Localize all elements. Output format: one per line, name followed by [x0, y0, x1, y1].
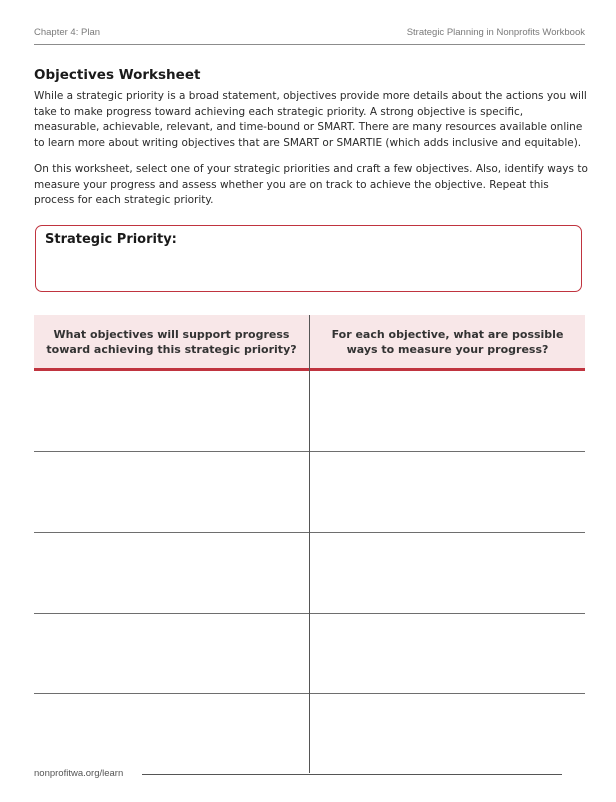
objectives-column-header: What objectives will support progress toward achieving this strategic priority? — [46, 327, 297, 356]
strategic-priority-field[interactable] — [35, 225, 582, 292]
measure-cell[interactable] — [310, 614, 584, 692]
objective-cell[interactable] — [34, 371, 308, 449]
column-divider — [309, 315, 310, 773]
objectives-table — [34, 315, 585, 773]
intro-paragraph: While a strategic priority is a broad statement, objectives provide more details about the actions you will take to make progress toward achieving each strategic priority. A strong objective is specific, measurable, achievable, relevant, and time-bound or SMART. There are many resources available online to learn more about writing objectives that are SMART or SMARTIE (which adds inclusive and equitable). — [34, 90, 587, 149]
measures-column-header: For each objective, what are possible ways to measure your progress? — [331, 327, 564, 356]
chapter-label: Chapter 4: Plan — [34, 27, 101, 38]
measure-cell[interactable] — [310, 452, 584, 530]
objective-cell[interactable] — [34, 614, 308, 692]
measure-cell[interactable] — [310, 694, 584, 772]
instructions-paragraph: On this worksheet, select one of your strategic priorities and craft a few objectives. Also, identify ways to measure your progress and assess whether you are on track to achieve the objective. Repeat this process for each strategic priority. — [34, 163, 588, 206]
measure-cell[interactable] — [310, 533, 584, 611]
footer-url: nonprofitwa.org/learn — [34, 768, 124, 779]
footer-rule — [142, 774, 562, 775]
objective-cell[interactable] — [34, 452, 308, 530]
measure-cell[interactable] — [310, 371, 584, 449]
strategic-priority-label: Strategic Priority: — [45, 232, 177, 247]
workbook-title: Strategic Planning in Nonprofits Workbook — [406, 27, 585, 38]
running-header — [34, 27, 585, 45]
objective-cell[interactable] — [34, 694, 308, 772]
objective-cell[interactable] — [34, 533, 308, 611]
page-title: Objectives Worksheet — [34, 67, 201, 83]
